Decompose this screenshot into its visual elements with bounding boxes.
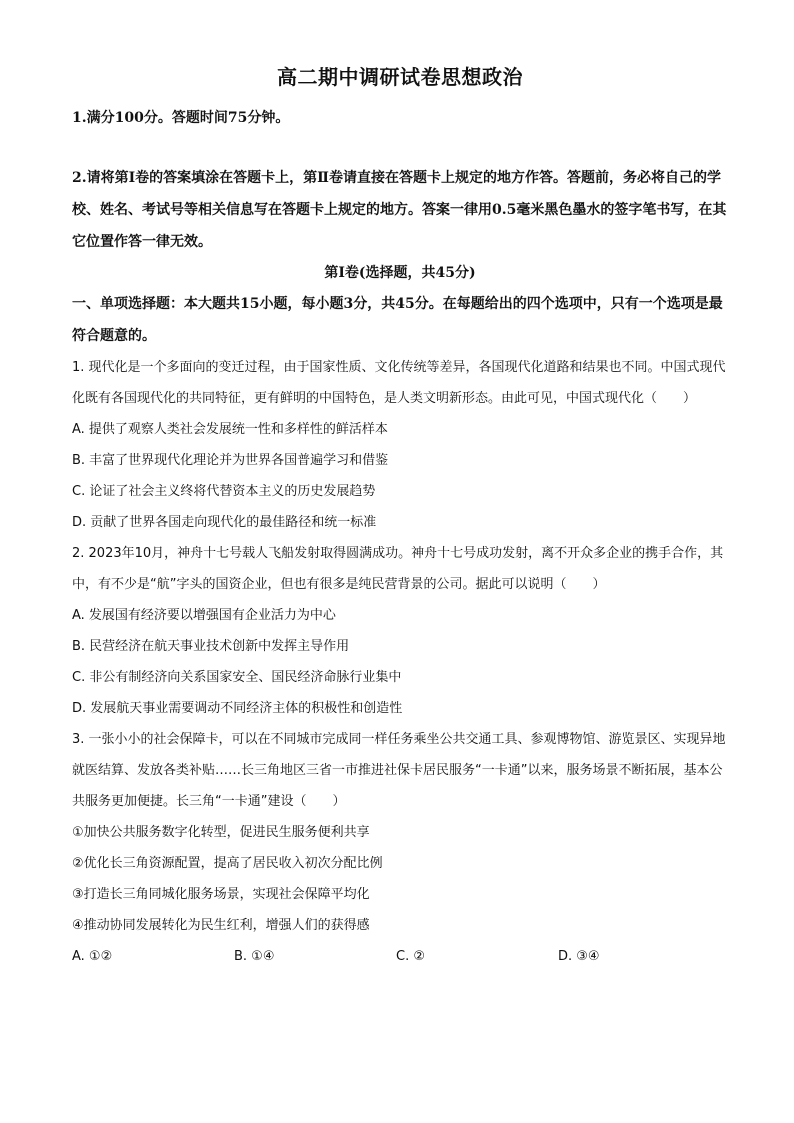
option-b: B. 民营经济在航天事业技术创新中发挥主导作用: [72, 639, 350, 654]
question-stem: 3. 一张小小的社会保障卡，可以在不同城市完成同一样任务乘坐公共交通工具、参观博物馆、游览景区、实现异地就医结算、发放各类补贴……长三角地区三省一市推进社保卡居民服务“一卡通”以来，服务场景不断拓展，基本公共服务更加便捷。长三角“一卡通”建设（ ）: [72, 732, 726, 809]
note-score-time: 1.满分100分。答题时间75分钟。: [72, 110, 290, 126]
spacer: [72, 134, 728, 162]
option-c: C. ②: [396, 949, 425, 964]
option-d: D. 贡献了世界各国走向现代化的最佳路径和统一标准: [72, 515, 377, 530]
statement-3: ③打造长三角同城化服务场景，实现社会保障平均化: [72, 887, 370, 902]
option-c: C. 非公有制经济向关系国家安全、国民经济命脉行业集中: [72, 670, 402, 685]
note-answer-instructions: 2.请将第Ⅰ卷的答案填涂在答题卡上，第Ⅱ卷请直接在答题卡上规定的地方作答。答题前，务必将自己的学校、姓名、考试号等相关信息写在答题卡上规定的地方。答案一律用0.5毫米黑色墨水的签字笔书写，在其它位置作答一律无效。: [72, 170, 727, 250]
statement-1: ①加快公共服务数字化转型，促进民生服务便利共享: [72, 825, 370, 840]
options-row: [72, 941, 728, 972]
option-d: D. 发展航天事业需要调动不同经济主体的积极性和创造性: [72, 701, 403, 716]
question-2: [72, 538, 728, 724]
option-b: B. ①④: [234, 949, 275, 964]
page-title: 高二期中调研试卷思想政治: [277, 65, 523, 89]
statement-4: ④推动协同发展转化为民生红利，增强人们的获得感: [72, 918, 370, 933]
question-3: [72, 724, 728, 972]
statement-2: ②优化长三角资源配置，提高了居民收入初次分配比例: [72, 856, 383, 871]
section-title: 第Ⅰ卷(选择题，共45分): [324, 265, 476, 281]
option-a: A. 提供了观察人类社会发展统一性和多样性的鲜活样本: [72, 422, 388, 437]
exam-page: [72, 62, 728, 972]
option-c: C. 论证了社会主义终将代替资本主义的历史发展趋势: [72, 484, 376, 499]
part-heading: 一、单项选择题：本大题共15小题，每小题3分，共45分。在每题给出的四个选项中，只有一个选项是最符合题意的。: [72, 296, 723, 344]
option-d: D. ③④: [558, 949, 600, 964]
question-1: [72, 352, 728, 538]
question-stem: 2. 2023年10月，神舟十七号载人飞船发射取得圆满成功。神舟十七号成功发射，离不开众多企业的携手合作，其中，有不少是“航”字头的国资企业，但也有很多是纯民营背景的公司。据此可以说明（ ）: [72, 546, 724, 592]
option-a: A. 发展国有经济要以增强国有企业活力为中心: [72, 608, 336, 623]
option-a: A. ①②: [72, 949, 113, 964]
option-b: B. 丰富了世界现代化理论并为世界各国普遍学习和借鉴: [72, 453, 389, 468]
question-stem: 1. 现代化是一个多面向的变迁过程，由于国家性质、文化传统等差异，各国现代化道路和结果也不同。中国式现代化既有各国现代化的共同特征，更有鲜明的中国特色，是人类文明新形态。由此可见，中国式现代化（ ）: [72, 360, 726, 406]
